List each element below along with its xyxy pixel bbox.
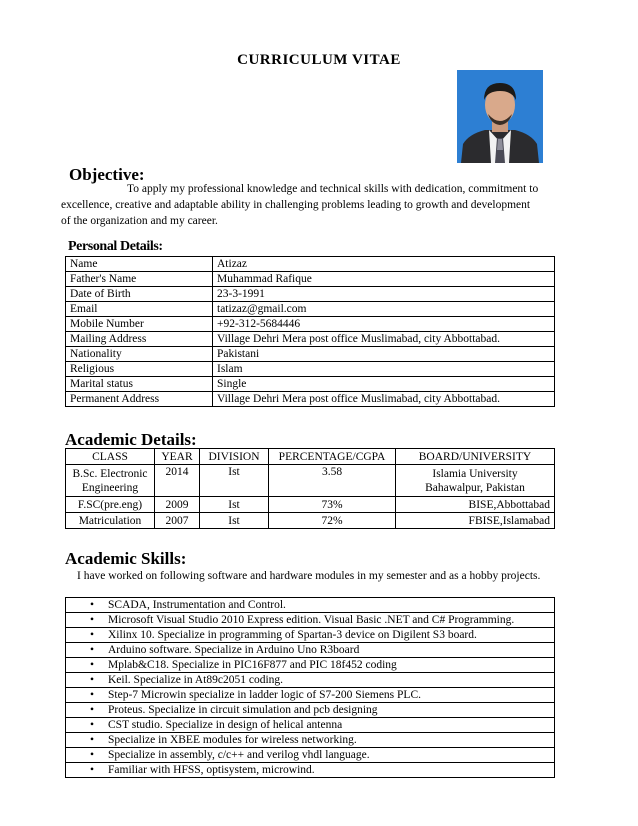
list-item <box>66 748 555 763</box>
board-cell <box>396 465 555 497</box>
table-row <box>66 392 555 407</box>
bullet-icon: • <box>90 659 95 671</box>
bullet-icon: • <box>90 629 95 641</box>
percentage-cell: 73% <box>269 497 396 513</box>
table-row <box>66 362 555 377</box>
field-value: Muhammad Rafique <box>213 272 555 287</box>
field-value: Village Dehri Mera post office Muslimabad, city Abbottabad. <box>213 392 555 407</box>
year-cell: 2007 <box>155 513 200 529</box>
bullet-icon: • <box>90 614 95 626</box>
table-row <box>66 332 555 347</box>
personal-details-heading: Personal Details: <box>68 239 163 254</box>
person-photo-icon <box>457 70 543 163</box>
board-line-1: Islamia University <box>432 467 518 480</box>
field-label: Mailing Address <box>66 332 213 347</box>
skill-text: CST studio. Specialize in design of helical antenna <box>108 719 343 731</box>
bullet-icon: • <box>90 704 95 716</box>
list-item <box>66 733 555 748</box>
list-item <box>66 658 555 673</box>
table-row <box>66 272 555 287</box>
skills-intro: I have worked on following software and hardware modules in my semester and as a hobby projects. <box>77 570 541 582</box>
field-value: tatizaz@gmail.com <box>213 302 555 317</box>
field-value: Atizaz <box>213 257 555 272</box>
field-value: Village Dehri Mera post office Muslimabad, city Abbottabad. <box>213 332 555 347</box>
list-item <box>66 673 555 688</box>
class-line-1: B.Sc. Electronic <box>72 467 148 480</box>
skill-text: Keil. Specialize in At89c2051 coding. <box>108 674 284 686</box>
list-item <box>66 613 555 628</box>
personal-details-table <box>65 256 555 407</box>
field-label: Father's Name <box>66 272 213 287</box>
column-header-class: CLASS <box>66 449 155 465</box>
column-header-year: YEAR <box>155 449 200 465</box>
list-item <box>66 598 555 613</box>
objective-line-2: excellence, creative and adaptable ability in challenging problems leading to growth and development <box>61 199 531 211</box>
profile-photo <box>457 70 543 163</box>
academic-skills-heading: Academic Skills: <box>65 549 187 568</box>
division-cell: Ist <box>200 497 269 513</box>
skill-text: Arduino software. Specialize in Arduino Uno R3board <box>108 644 360 656</box>
class-cell: F.SC(pre.eng) <box>66 497 155 513</box>
skill-text: Proteus. Specialize in circuit simulation and pcb designing <box>108 704 378 716</box>
skill-text: Step-7 Microwin specialize in ladder logic of S7-200 Siemens PLC. <box>108 689 421 701</box>
field-value: Single <box>213 377 555 392</box>
year-cell: 2009 <box>155 497 200 513</box>
academic-details-table <box>65 448 555 529</box>
list-item <box>66 763 555 778</box>
list-item <box>66 703 555 718</box>
class-cell <box>66 465 155 497</box>
bullet-icon: • <box>90 689 95 701</box>
table-row <box>66 317 555 332</box>
bullet-icon: • <box>90 599 95 611</box>
field-label: Marital status <box>66 377 213 392</box>
column-header-board: BOARD/UNIVERSITY <box>396 449 555 465</box>
table-row <box>66 377 555 392</box>
skill-text: Microsoft Visual Studio 2010 Express edition. Visual Basic .NET and C# Programming. <box>108 614 515 626</box>
list-item <box>66 688 555 703</box>
table-row <box>66 347 555 362</box>
objective-line-3: of the organization and my career. <box>61 215 218 227</box>
bullet-icon: • <box>90 749 95 761</box>
skill-text: Mplab&C18. Specialize in PIC16F877 and PIC 18f452 coding <box>108 659 397 671</box>
field-label: Religious <box>66 362 213 377</box>
field-value: Pakistani <box>213 347 555 362</box>
field-value: Islam <box>213 362 555 377</box>
division-cell: Ist <box>200 465 269 497</box>
table-row <box>66 465 555 497</box>
field-value: 23-3-1991 <box>213 287 555 302</box>
table-row <box>66 287 555 302</box>
table-header-row <box>66 449 555 465</box>
board-cell: BISE,Abbottabad <box>396 497 555 513</box>
percentage-cell: 3.58 <box>269 465 396 497</box>
field-label: Date of Birth <box>66 287 213 302</box>
percentage-cell: 72% <box>269 513 396 529</box>
bullet-icon: • <box>90 674 95 686</box>
field-label: Nationality <box>66 347 213 362</box>
table-row <box>66 513 555 529</box>
column-header-percentage: PERCENTAGE/CGPA <box>269 449 396 465</box>
skill-text: Familiar with HFSS, optisystem, microwind. <box>108 764 315 776</box>
field-label: Permanent Address <box>66 392 213 407</box>
bullet-icon: • <box>90 644 95 656</box>
objective-heading: Objective: <box>69 165 145 184</box>
page-title: CURRICULUM VITAE <box>237 52 401 68</box>
skill-text: Xilinx 10. Specialize in programming of Spartan-3 device on Digilent S3 board. <box>108 629 477 641</box>
class-cell: Matriculation <box>66 513 155 529</box>
division-cell: Ist <box>200 513 269 529</box>
board-cell: FBISE,Islamabad <box>396 513 555 529</box>
list-item <box>66 718 555 733</box>
skills-list <box>65 597 555 778</box>
column-header-division: DIVISION <box>200 449 269 465</box>
objective-line-1: To apply my professional knowledge and technical skills with dedication, commitment to <box>127 183 539 195</box>
year-cell: 2014 <box>155 465 200 497</box>
class-line-2: Engineering <box>81 481 139 494</box>
field-value: +92-312-5684446 <box>213 317 555 332</box>
list-item <box>66 628 555 643</box>
field-label: Mobile Number <box>66 317 213 332</box>
bullet-icon: • <box>90 734 95 746</box>
list-item <box>66 643 555 658</box>
table-row <box>66 257 555 272</box>
field-label: Name <box>66 257 213 272</box>
skill-text: SCADA, Instrumentation and Control. <box>108 599 286 611</box>
academic-details-heading: Academic Details: <box>65 430 197 449</box>
table-row <box>66 302 555 317</box>
field-label: Email <box>66 302 213 317</box>
bullet-icon: • <box>90 764 95 776</box>
board-line-2: Bahawalpur, Pakistan <box>425 481 525 494</box>
skill-text: Specialize in assembly, c/c++ and verilog vhdl language. <box>108 749 370 761</box>
skill-text: Specialize in XBEE modules for wireless networking. <box>108 734 357 746</box>
table-row <box>66 497 555 513</box>
bullet-icon: • <box>90 719 95 731</box>
